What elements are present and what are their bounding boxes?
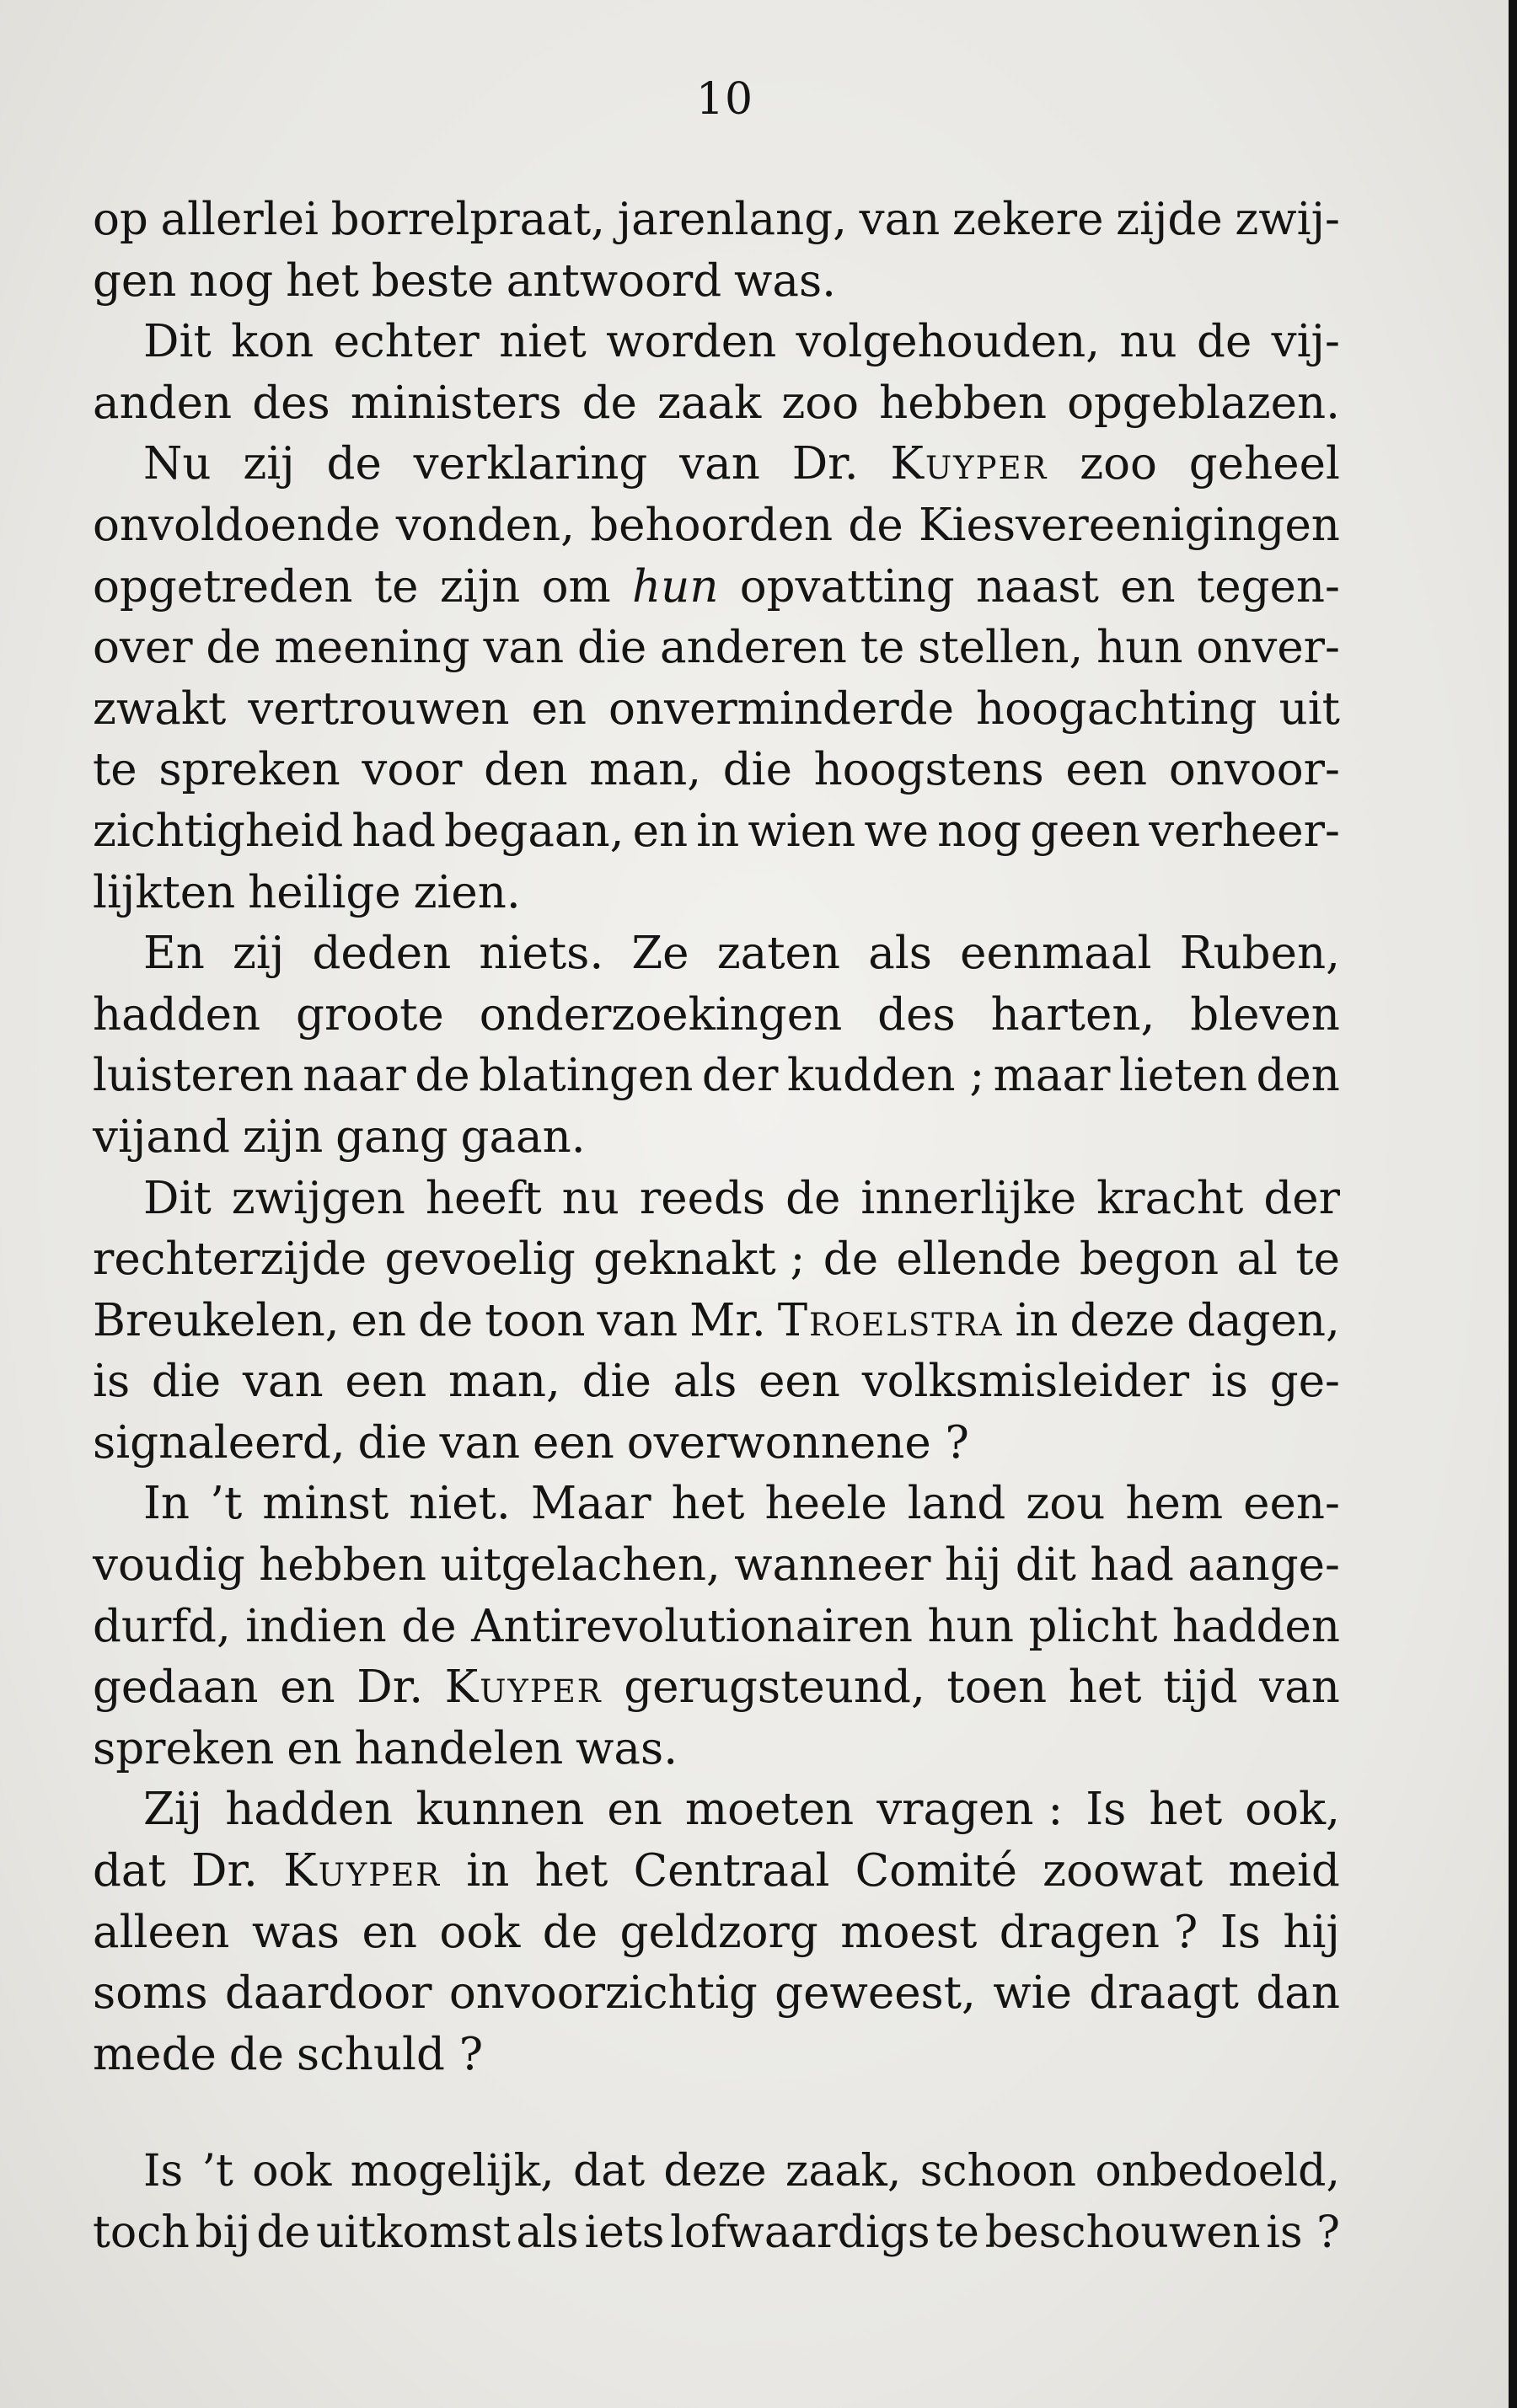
text-line bbox=[93, 1413, 1340, 1474]
word: deze bbox=[663, 2146, 767, 2197]
word: gevoelig bbox=[384, 1233, 576, 1286]
word: de bbox=[415, 1050, 470, 1102]
word: de bbox=[582, 377, 637, 429]
word: een bbox=[1065, 744, 1148, 796]
word: de bbox=[848, 499, 903, 551]
word: een bbox=[758, 1356, 840, 1408]
word: hij bbox=[1283, 1906, 1340, 1958]
word: van bbox=[483, 622, 565, 674]
word: tijd bbox=[1163, 1662, 1238, 1714]
word: den bbox=[484, 744, 568, 796]
word: indien bbox=[245, 1600, 387, 1652]
word: schoon bbox=[919, 2146, 1077, 2197]
word: volksmisleider bbox=[861, 1356, 1190, 1408]
text-line bbox=[93, 251, 1340, 313]
word: onvoldoende bbox=[93, 499, 381, 551]
word: handelen bbox=[354, 1722, 564, 1774]
word: als bbox=[516, 2207, 579, 2258]
text-line bbox=[93, 434, 1340, 495]
word: allerlei bbox=[160, 194, 319, 245]
text-line bbox=[93, 1474, 1340, 1535]
word: hun bbox=[927, 1600, 1014, 1652]
word: kracht bbox=[1096, 1172, 1244, 1224]
word: bleven bbox=[1190, 988, 1340, 1041]
word: hoogstens bbox=[813, 744, 1044, 796]
word: een- bbox=[1243, 1478, 1340, 1530]
word: durfd, bbox=[93, 1600, 231, 1652]
text-line bbox=[93, 557, 1340, 618]
word: is bbox=[1210, 1356, 1249, 1408]
word: des bbox=[877, 988, 956, 1041]
word: Is bbox=[1085, 1784, 1127, 1836]
word: hebben bbox=[879, 377, 1047, 429]
word: te bbox=[860, 622, 905, 674]
word: borrelpraat, bbox=[330, 194, 606, 245]
word: had bbox=[1090, 1539, 1174, 1592]
text-line bbox=[93, 312, 1340, 373]
word: het bbox=[286, 254, 359, 307]
word: spreken bbox=[158, 744, 340, 796]
word: maar bbox=[993, 1050, 1111, 1102]
word: gerugsteund, bbox=[624, 1662, 925, 1714]
word: het bbox=[1068, 1662, 1142, 1714]
word: die bbox=[357, 1416, 427, 1469]
word: hun bbox=[1096, 622, 1183, 674]
text-line bbox=[93, 1963, 1340, 2025]
word: vertrouwen bbox=[248, 682, 510, 735]
word: van bbox=[242, 1356, 324, 1408]
word: en bbox=[287, 1722, 342, 1774]
word: Nu bbox=[143, 438, 212, 490]
text-line bbox=[93, 2141, 1340, 2202]
word: zou bbox=[1026, 1478, 1106, 1530]
word: volgehouden, bbox=[796, 316, 1101, 368]
word: in bbox=[1015, 1294, 1059, 1346]
word: hebben bbox=[259, 1539, 427, 1592]
text-line bbox=[93, 495, 1340, 557]
word: antwoord bbox=[506, 254, 722, 307]
word: was. bbox=[576, 1722, 678, 1774]
word: vragen : bbox=[876, 1784, 1064, 1836]
word: In bbox=[143, 1478, 190, 1530]
word: opgetreden bbox=[93, 560, 353, 613]
text-line bbox=[93, 985, 1340, 1046]
word: hadden bbox=[1171, 1600, 1340, 1652]
word: naast bbox=[976, 560, 1099, 613]
word: de bbox=[326, 438, 382, 490]
word: niets. bbox=[479, 928, 604, 980]
word: van bbox=[439, 1416, 521, 1469]
word: zaak, bbox=[785, 2146, 902, 2197]
word: ook bbox=[439, 1906, 521, 1958]
word: Kuyper bbox=[444, 1662, 603, 1714]
word: signaleerd, bbox=[93, 1416, 346, 1469]
word: zaak bbox=[657, 377, 762, 429]
word: onbedoeld, bbox=[1095, 2146, 1340, 2197]
word: innerlijke bbox=[860, 1172, 1077, 1224]
word: zij bbox=[243, 438, 295, 490]
word: ’t bbox=[201, 2146, 233, 2197]
word: minst bbox=[262, 1478, 389, 1530]
word: spreken bbox=[93, 1722, 275, 1774]
word: is bbox=[93, 1356, 131, 1408]
word: in bbox=[466, 1845, 510, 1897]
word: lofwaardigs bbox=[670, 2207, 930, 2258]
word: de bbox=[1197, 316, 1252, 368]
word: geheel bbox=[1188, 438, 1340, 490]
word: Kiesvereenigingen bbox=[918, 499, 1340, 551]
word: hoogachting bbox=[975, 682, 1257, 735]
word: zichtigheid bbox=[93, 805, 344, 857]
word: de bbox=[228, 2028, 285, 2080]
word: stellen, bbox=[918, 622, 1084, 674]
word: dagen, bbox=[1187, 1294, 1340, 1346]
word: nu bbox=[1119, 316, 1177, 368]
word: gedaan bbox=[93, 1662, 259, 1714]
word: niet bbox=[499, 316, 587, 368]
word: al bbox=[1236, 1233, 1278, 1286]
word: ministers bbox=[350, 377, 562, 429]
word: was. bbox=[734, 254, 837, 307]
word: geweest, bbox=[775, 1967, 976, 2020]
text-line bbox=[93, 190, 1340, 251]
word: ook bbox=[252, 2146, 332, 2197]
word: die bbox=[722, 744, 792, 796]
text-line bbox=[93, 801, 1340, 863]
word: de bbox=[418, 1294, 474, 1346]
word: de bbox=[401, 1600, 457, 1652]
word: begaan, bbox=[444, 805, 624, 857]
word: onvoorzichtig bbox=[448, 1967, 758, 2020]
closing-question bbox=[93, 2141, 1340, 2263]
word: man, bbox=[589, 744, 702, 796]
word: de bbox=[785, 1172, 841, 1224]
word: nog bbox=[937, 805, 1022, 857]
page-number: 10 bbox=[695, 74, 754, 125]
word: eenmaal bbox=[960, 928, 1152, 980]
word: zaten bbox=[716, 928, 841, 980]
text-line bbox=[93, 1169, 1340, 1230]
word: Dit bbox=[143, 1172, 212, 1224]
word: het bbox=[1149, 1784, 1223, 1836]
word: Kuyper bbox=[890, 438, 1048, 490]
word: luisteren bbox=[93, 1050, 294, 1102]
word: wanneer bbox=[734, 1539, 931, 1592]
word: gaan. bbox=[460, 1110, 586, 1163]
word: en bbox=[607, 1784, 662, 1836]
word: kudden ; bbox=[786, 1050, 985, 1102]
word: groote bbox=[296, 988, 444, 1041]
word: Troelstra bbox=[777, 1294, 1004, 1346]
word: Maar bbox=[530, 1478, 651, 1530]
word: En bbox=[143, 928, 205, 980]
word: voor bbox=[362, 744, 463, 796]
word: onderzoekingen bbox=[479, 988, 843, 1041]
word: uitgelachen, bbox=[440, 1539, 721, 1592]
word: onvoor- bbox=[1168, 744, 1340, 796]
word: van bbox=[679, 438, 760, 490]
word: toch bbox=[93, 2207, 190, 2258]
text-line bbox=[93, 1291, 1340, 1352]
text-line bbox=[93, 1046, 1340, 1107]
word: om bbox=[541, 560, 611, 613]
word: had bbox=[351, 805, 437, 857]
word: Breukelen, bbox=[93, 1294, 340, 1346]
word: reeds bbox=[639, 1172, 766, 1224]
word: hem bbox=[1125, 1478, 1224, 1530]
word: opvatting bbox=[739, 560, 955, 613]
word: iets bbox=[584, 2207, 665, 2258]
text-line bbox=[93, 1229, 1340, 1291]
text-line bbox=[93, 1841, 1340, 1902]
word: overwonnene ? bbox=[626, 1416, 969, 1469]
word: Dr. bbox=[356, 1662, 424, 1714]
word: mogelijk, bbox=[350, 2146, 555, 2197]
word: en bbox=[1120, 560, 1176, 613]
word: Comité bbox=[855, 1845, 1017, 1897]
text-line bbox=[93, 1779, 1340, 1841]
word: geknakt ; bbox=[593, 1233, 806, 1286]
word: aange- bbox=[1187, 1539, 1340, 1592]
word: ook, bbox=[1245, 1784, 1340, 1836]
text-line bbox=[93, 863, 1340, 924]
word: uitkomst bbox=[316, 2207, 511, 2258]
word: zijde bbox=[1116, 194, 1223, 245]
word: die bbox=[582, 1356, 651, 1408]
word: nog bbox=[189, 254, 274, 307]
word: als bbox=[868, 928, 932, 980]
word: echter bbox=[333, 316, 480, 368]
word: zij bbox=[233, 928, 285, 980]
word: als bbox=[673, 1356, 737, 1408]
word: tegen- bbox=[1196, 560, 1340, 613]
word: mede bbox=[93, 2028, 217, 2080]
word: zwakt bbox=[93, 682, 227, 735]
word: en bbox=[531, 682, 587, 735]
word: anden bbox=[93, 377, 233, 429]
word: Zij bbox=[143, 1784, 203, 1836]
word: kunnen bbox=[415, 1784, 585, 1836]
word: zoowat bbox=[1043, 1845, 1203, 1897]
word: wien bbox=[748, 805, 856, 857]
word: zoo bbox=[1080, 438, 1157, 490]
word: beste bbox=[371, 254, 494, 307]
word: dit bbox=[1015, 1539, 1076, 1592]
text-line bbox=[93, 1902, 1340, 1964]
word: begon bbox=[1079, 1233, 1219, 1286]
word: onver- bbox=[1196, 622, 1340, 674]
word: het bbox=[671, 1478, 745, 1530]
word: toen bbox=[946, 1662, 1048, 1714]
word: over bbox=[93, 622, 193, 674]
word: meening bbox=[274, 622, 470, 674]
text-line bbox=[93, 1535, 1340, 1597]
text-line bbox=[93, 923, 1340, 985]
word: we bbox=[864, 805, 930, 857]
word: rechterzijde bbox=[93, 1233, 367, 1286]
word: Antirevolutionairen bbox=[471, 1600, 914, 1652]
word: Dit bbox=[143, 316, 212, 368]
word: Kuyper bbox=[283, 1845, 442, 1897]
word: op bbox=[93, 194, 148, 245]
word: hij bbox=[944, 1539, 1002, 1592]
word: verheer- bbox=[1149, 805, 1340, 857]
text-line bbox=[93, 740, 1340, 801]
word: Ze bbox=[631, 928, 689, 980]
word: hadden bbox=[93, 988, 261, 1041]
word: was bbox=[251, 1906, 340, 1958]
word: bij bbox=[195, 2207, 251, 2258]
word: zijn bbox=[242, 1110, 324, 1163]
word: de bbox=[256, 2207, 311, 2258]
word: zekere bbox=[951, 194, 1104, 245]
word: geldzorg bbox=[619, 1906, 818, 1958]
word: zijn bbox=[439, 560, 521, 613]
word: worden bbox=[606, 316, 777, 368]
word: te bbox=[1295, 1233, 1340, 1286]
word: van bbox=[597, 1294, 678, 1346]
section-gap bbox=[93, 2085, 1340, 2141]
word: soms bbox=[93, 1967, 208, 2020]
word: heele bbox=[764, 1478, 887, 1530]
word: gang bbox=[335, 1110, 448, 1163]
word: vijand bbox=[93, 1110, 230, 1163]
word: ’t bbox=[210, 1478, 243, 1530]
word: ellende bbox=[896, 1233, 1062, 1286]
word: land bbox=[907, 1478, 1006, 1530]
text-line bbox=[93, 1597, 1340, 1658]
word: gen bbox=[93, 254, 177, 307]
word: heeft bbox=[425, 1172, 542, 1224]
word: deden bbox=[312, 928, 452, 980]
word: daardoor bbox=[224, 1967, 432, 2020]
text-line bbox=[93, 1719, 1340, 1780]
word: en bbox=[632, 805, 689, 857]
word: blatingen bbox=[479, 1050, 694, 1102]
word: uit bbox=[1278, 682, 1340, 735]
word: zien. bbox=[413, 866, 521, 918]
word: jarenlang, bbox=[617, 194, 847, 245]
word: ge- bbox=[1269, 1356, 1340, 1408]
word: lieten bbox=[1118, 1050, 1247, 1102]
word: Is bbox=[143, 2146, 184, 2197]
word: het bbox=[534, 1845, 608, 1897]
word: niet. bbox=[409, 1478, 511, 1530]
word: den bbox=[1256, 1050, 1340, 1102]
word: dat bbox=[93, 1845, 166, 1897]
word: opgeblazen. bbox=[1067, 377, 1340, 429]
word: plicht bbox=[1028, 1600, 1158, 1652]
word: is ? bbox=[1266, 2207, 1340, 2258]
word: Dr. bbox=[791, 438, 859, 490]
word: dat bbox=[572, 2146, 646, 2197]
word: en bbox=[280, 1662, 335, 1714]
body-text bbox=[93, 190, 1340, 2264]
scan-border bbox=[1509, 0, 1517, 2408]
word: te bbox=[935, 2207, 979, 2258]
text-line bbox=[93, 1657, 1340, 1719]
word: vij- bbox=[1271, 316, 1340, 368]
word: zoo bbox=[781, 377, 860, 429]
word: verklaring bbox=[413, 438, 648, 490]
word: hun bbox=[632, 560, 719, 613]
word: nu bbox=[561, 1172, 619, 1224]
word: een bbox=[533, 1416, 614, 1469]
word: schuld ? bbox=[296, 2028, 484, 2080]
word: onverminderde bbox=[608, 682, 954, 735]
text-line bbox=[93, 1107, 1340, 1169]
word: heilige bbox=[248, 866, 401, 918]
word: Centraal bbox=[633, 1845, 830, 1897]
word: voudig bbox=[93, 1539, 245, 1592]
word: in bbox=[696, 805, 740, 857]
word: anderen bbox=[660, 622, 847, 674]
word: en bbox=[362, 1906, 417, 1958]
word: Dr. bbox=[191, 1845, 258, 1897]
word: behoorden bbox=[590, 499, 834, 551]
text-line bbox=[93, 618, 1340, 679]
text-line bbox=[93, 2025, 1340, 2086]
word: naar bbox=[303, 1050, 406, 1102]
word: geen bbox=[1030, 805, 1141, 857]
text-line bbox=[93, 1351, 1340, 1413]
paragraphs bbox=[93, 190, 1340, 2085]
word: der bbox=[1263, 1172, 1340, 1224]
word: moest bbox=[840, 1906, 978, 1958]
word: zwijgen bbox=[231, 1172, 405, 1224]
word: deze bbox=[1069, 1294, 1176, 1346]
word: de bbox=[206, 622, 261, 674]
word: dragen ? bbox=[999, 1906, 1198, 1958]
word: wie bbox=[993, 1967, 1072, 2020]
word: der bbox=[701, 1050, 779, 1102]
word: toon bbox=[485, 1294, 586, 1346]
word: Is bbox=[1219, 1906, 1261, 1958]
word: vonden, bbox=[395, 499, 575, 551]
word: die bbox=[576, 622, 647, 674]
word: te bbox=[93, 744, 137, 796]
word: de bbox=[823, 1233, 879, 1286]
word: Mr. bbox=[689, 1294, 766, 1346]
word: en bbox=[351, 1294, 407, 1346]
word: Ruben, bbox=[1179, 928, 1340, 980]
word: de bbox=[542, 1906, 598, 1958]
text-line bbox=[93, 373, 1340, 435]
word: zwij- bbox=[1235, 194, 1340, 245]
word: man, bbox=[448, 1356, 560, 1408]
word: beschouwen bbox=[984, 2207, 1261, 2258]
word: draagt bbox=[1089, 1967, 1239, 2020]
word: hadden bbox=[225, 1784, 394, 1836]
word: van bbox=[1259, 1662, 1340, 1714]
word: harten, bbox=[990, 988, 1155, 1041]
text-line bbox=[93, 2202, 1340, 2264]
word: te bbox=[373, 560, 419, 613]
word: dan bbox=[1256, 1967, 1340, 2020]
word: alleen bbox=[93, 1906, 230, 1958]
word: meid bbox=[1228, 1845, 1340, 1897]
word: lijkten bbox=[93, 866, 236, 918]
word: een bbox=[345, 1356, 427, 1408]
word: die bbox=[151, 1356, 222, 1408]
word: kon bbox=[231, 316, 314, 368]
word: van bbox=[859, 194, 941, 245]
word: moeten bbox=[684, 1784, 855, 1836]
word: des bbox=[252, 377, 330, 429]
text-line bbox=[93, 679, 1340, 741]
